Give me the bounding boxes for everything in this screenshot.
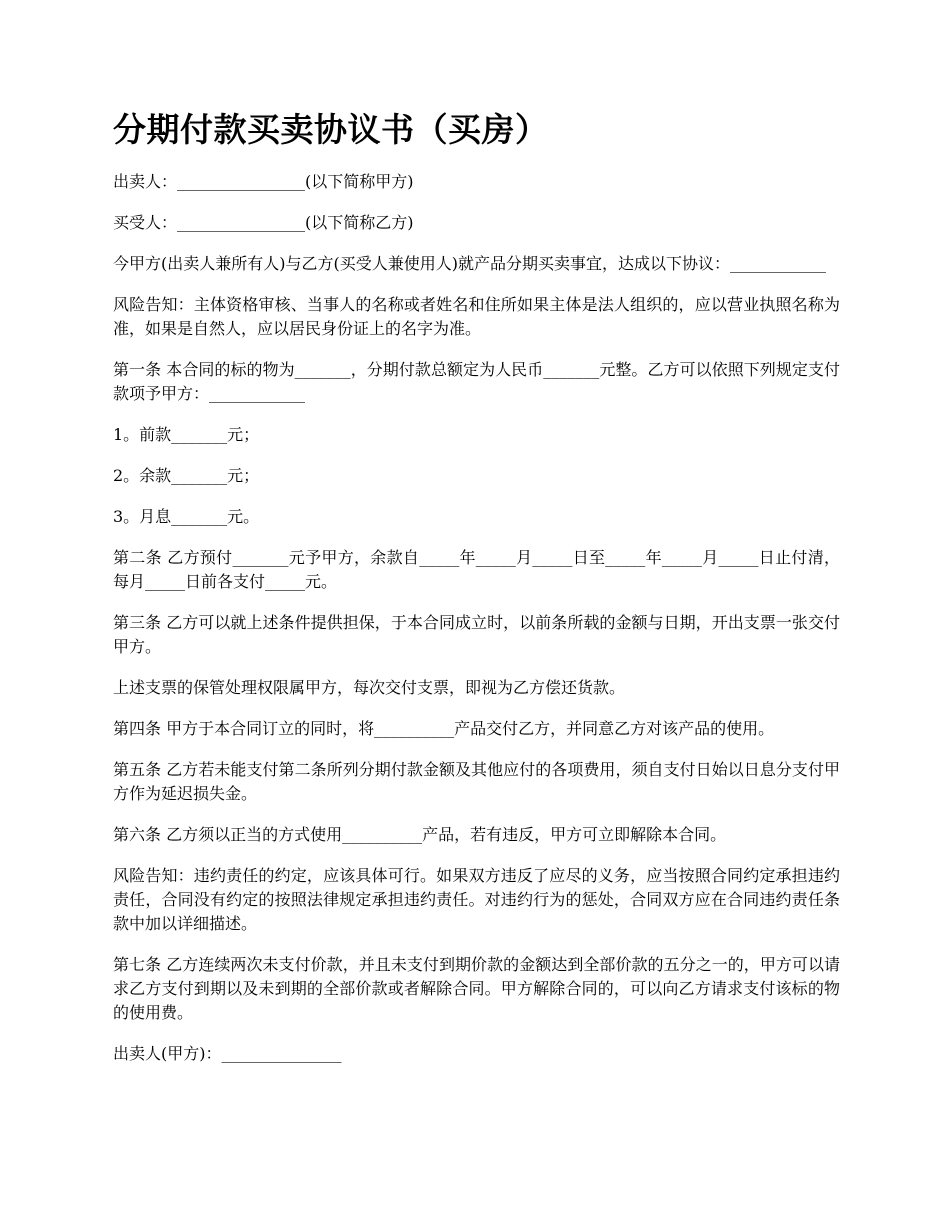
article-4: 第四条 甲方于本合同订立的同时，将__________产品交付乙方，并同意乙方对该产品的使用。 bbox=[113, 718, 775, 738]
risk-notice-party: 风险告知：主体资格审核、当事人的名称或者姓名和住所如果主体是法人组织的，应以营业执照名称为准，如果是自然人，应以居民身份证上的名字为准。 bbox=[113, 294, 840, 338]
buyer-line: 买受人：________________(以下简称乙方) bbox=[113, 212, 414, 232]
article-3: 第三条 乙方可以就上述条件提供担保，于本合同成立时，以前条所载的金额与日期，开出支票一张交付甲方。 bbox=[113, 612, 840, 656]
article-7: 第七条 乙方连续两次未支付价款，并且未支付到期价款的金额达到全部价款的五分之一的，甲方可以请求乙方支付到期以及未到期的全部价款或者解除合同。甲方解除合同的，可以向乙方请求支付该标的物的使用费。 bbox=[113, 954, 840, 1022]
agreement-intro: 今甲方(出卖人兼所有人)与乙方(买受人兼使用人)就产品分期买卖事宜，达成以下协议：____________ bbox=[113, 253, 826, 273]
article-1: 第一条 本合同的标的物为_______，分期付款总额定为人民币_______元整。乙方可以依照下列规定支付款项予甲方：____________ bbox=[113, 359, 840, 403]
article-6: 第六条 乙方须以正当的方式使用__________产品，若有违反，甲方可立即解除本合同。 bbox=[113, 824, 727, 844]
article-5: 第五条 乙方若未能支付第二条所列分期付款金额及其他应付的各项费用，须自支付日始以日息分支付甲方作为延迟损失金。 bbox=[113, 759, 840, 803]
item-down-payment: 1。前款_______元； bbox=[113, 424, 260, 444]
cheque-clause: 上述支票的保管处理权限属甲方，每次交付支票，即视为乙方偿还货款。 bbox=[113, 677, 626, 697]
document-page bbox=[113, 110, 840, 1083]
article-2: 第二条 乙方预付_______元予甲方，余款自_____年_____月_____日至_____年_____月_____日止付清，每月_____日前各支付_____元。 bbox=[113, 547, 840, 591]
risk-notice-liability: 风险告知：违约责任的约定，应该具体可行。如果双方违反了应尽的义务，应当按照合同约定承担违约责任，合同没有约定的按照法律规定承担违约责任。对违约行为的惩处，合同双方应在合同违约责任条款中加以详细描述。 bbox=[113, 865, 840, 933]
seller-line: 出卖人：________________(以下简称甲方) bbox=[113, 171, 414, 191]
item-monthly-interest: 3。月息_______元。 bbox=[113, 506, 260, 526]
document-title: 分期付款买卖协议书（买房） bbox=[113, 110, 549, 149]
seller-signature-line: 出卖人(甲方)：_______________ bbox=[113, 1043, 342, 1063]
item-balance: 2。余款_______元； bbox=[113, 465, 260, 485]
